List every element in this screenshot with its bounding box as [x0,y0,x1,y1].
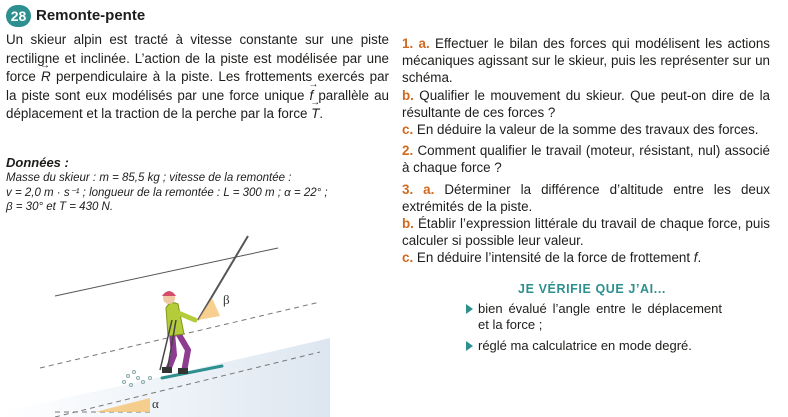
tow-pole [198,236,248,320]
vector-R: → R [41,68,51,87]
question-1c: c. En déduire la valeur de la somme des travaux des forces. [402,122,759,138]
vector-T: → T [311,105,319,124]
beta-label: β [223,292,230,307]
triangle-bullet-icon [466,304,473,314]
skier-hat [162,291,176,296]
question-3a: 3. a. Déterminer la différence d’altitude entre les deux extrémités de la piste. [402,181,770,214]
intro-text-1: Un skieur alpin est tracté à vitesse constante sur une piste rectiligne et inclinée. L’action de la piste est modélisée par une force [6,32,389,85]
skier-figure [0,220,400,417]
exercise-title: Remonte-pente [36,7,146,24]
alpha-label: α [152,396,159,411]
triangle-bullet-icon [466,341,473,351]
verification-item-2: réglé ma calculatrice en mode degré. [462,338,722,354]
questions-block [402,35,770,267]
question-1b: b. Qualifier le mouvement du skieur. Que peut-on dire de la résultante de ces forces ? [402,87,770,120]
verification-box [462,281,722,359]
question-2: 2. Comment qualifier le travail (moteur, résistant, nul) associé à chaque force ? [402,143,770,176]
verification-item-1: bien évalué l’angle entre le déplacement et la force ; [462,301,722,333]
donnees-line-3: β = 30° et T = 430 N. [6,201,114,213]
question-1a: 1. a. Effectuer le bilan des forces qui modélisent les actions mécaniques agissant sur le skieur, puis les représenter sur un schéma. [402,36,770,86]
verification-title: JE VÉRIFIE QUE J’AI... [518,282,666,296]
donnees-line-2: v = 2,0 m · s⁻¹ ; longueur de la remontée : L = 300 m ; α = 22° ; [6,186,328,199]
exercise-number-badge: 28 [6,5,31,27]
intro-text-4: . [319,106,324,122]
intro-paragraph [6,31,389,124]
top-reference-line [55,248,278,296]
question-3b: b. Établir l’expression littérale du travail de chaque force, puis calculer si possible leur valeur. [402,216,770,249]
donnees-line-1: Masse du skieur : m = 85,5 kg ; vitesse de la remontée : [6,172,292,184]
intro-text-2: perpendiculaire à la piste. Les frottements exercés par la piste sont eux modélisés par une force unique [6,69,389,103]
skier-legs [178,333,188,372]
donnees-block [6,171,391,215]
vector-f: → f [310,87,314,106]
question-3c: c. En déduire l’intensité de la force de frottement f. [402,250,702,266]
donnees-title: Données : [6,155,69,170]
intro-text-3: parallèle au déplacement et la traction de la perche par la force [6,87,389,122]
